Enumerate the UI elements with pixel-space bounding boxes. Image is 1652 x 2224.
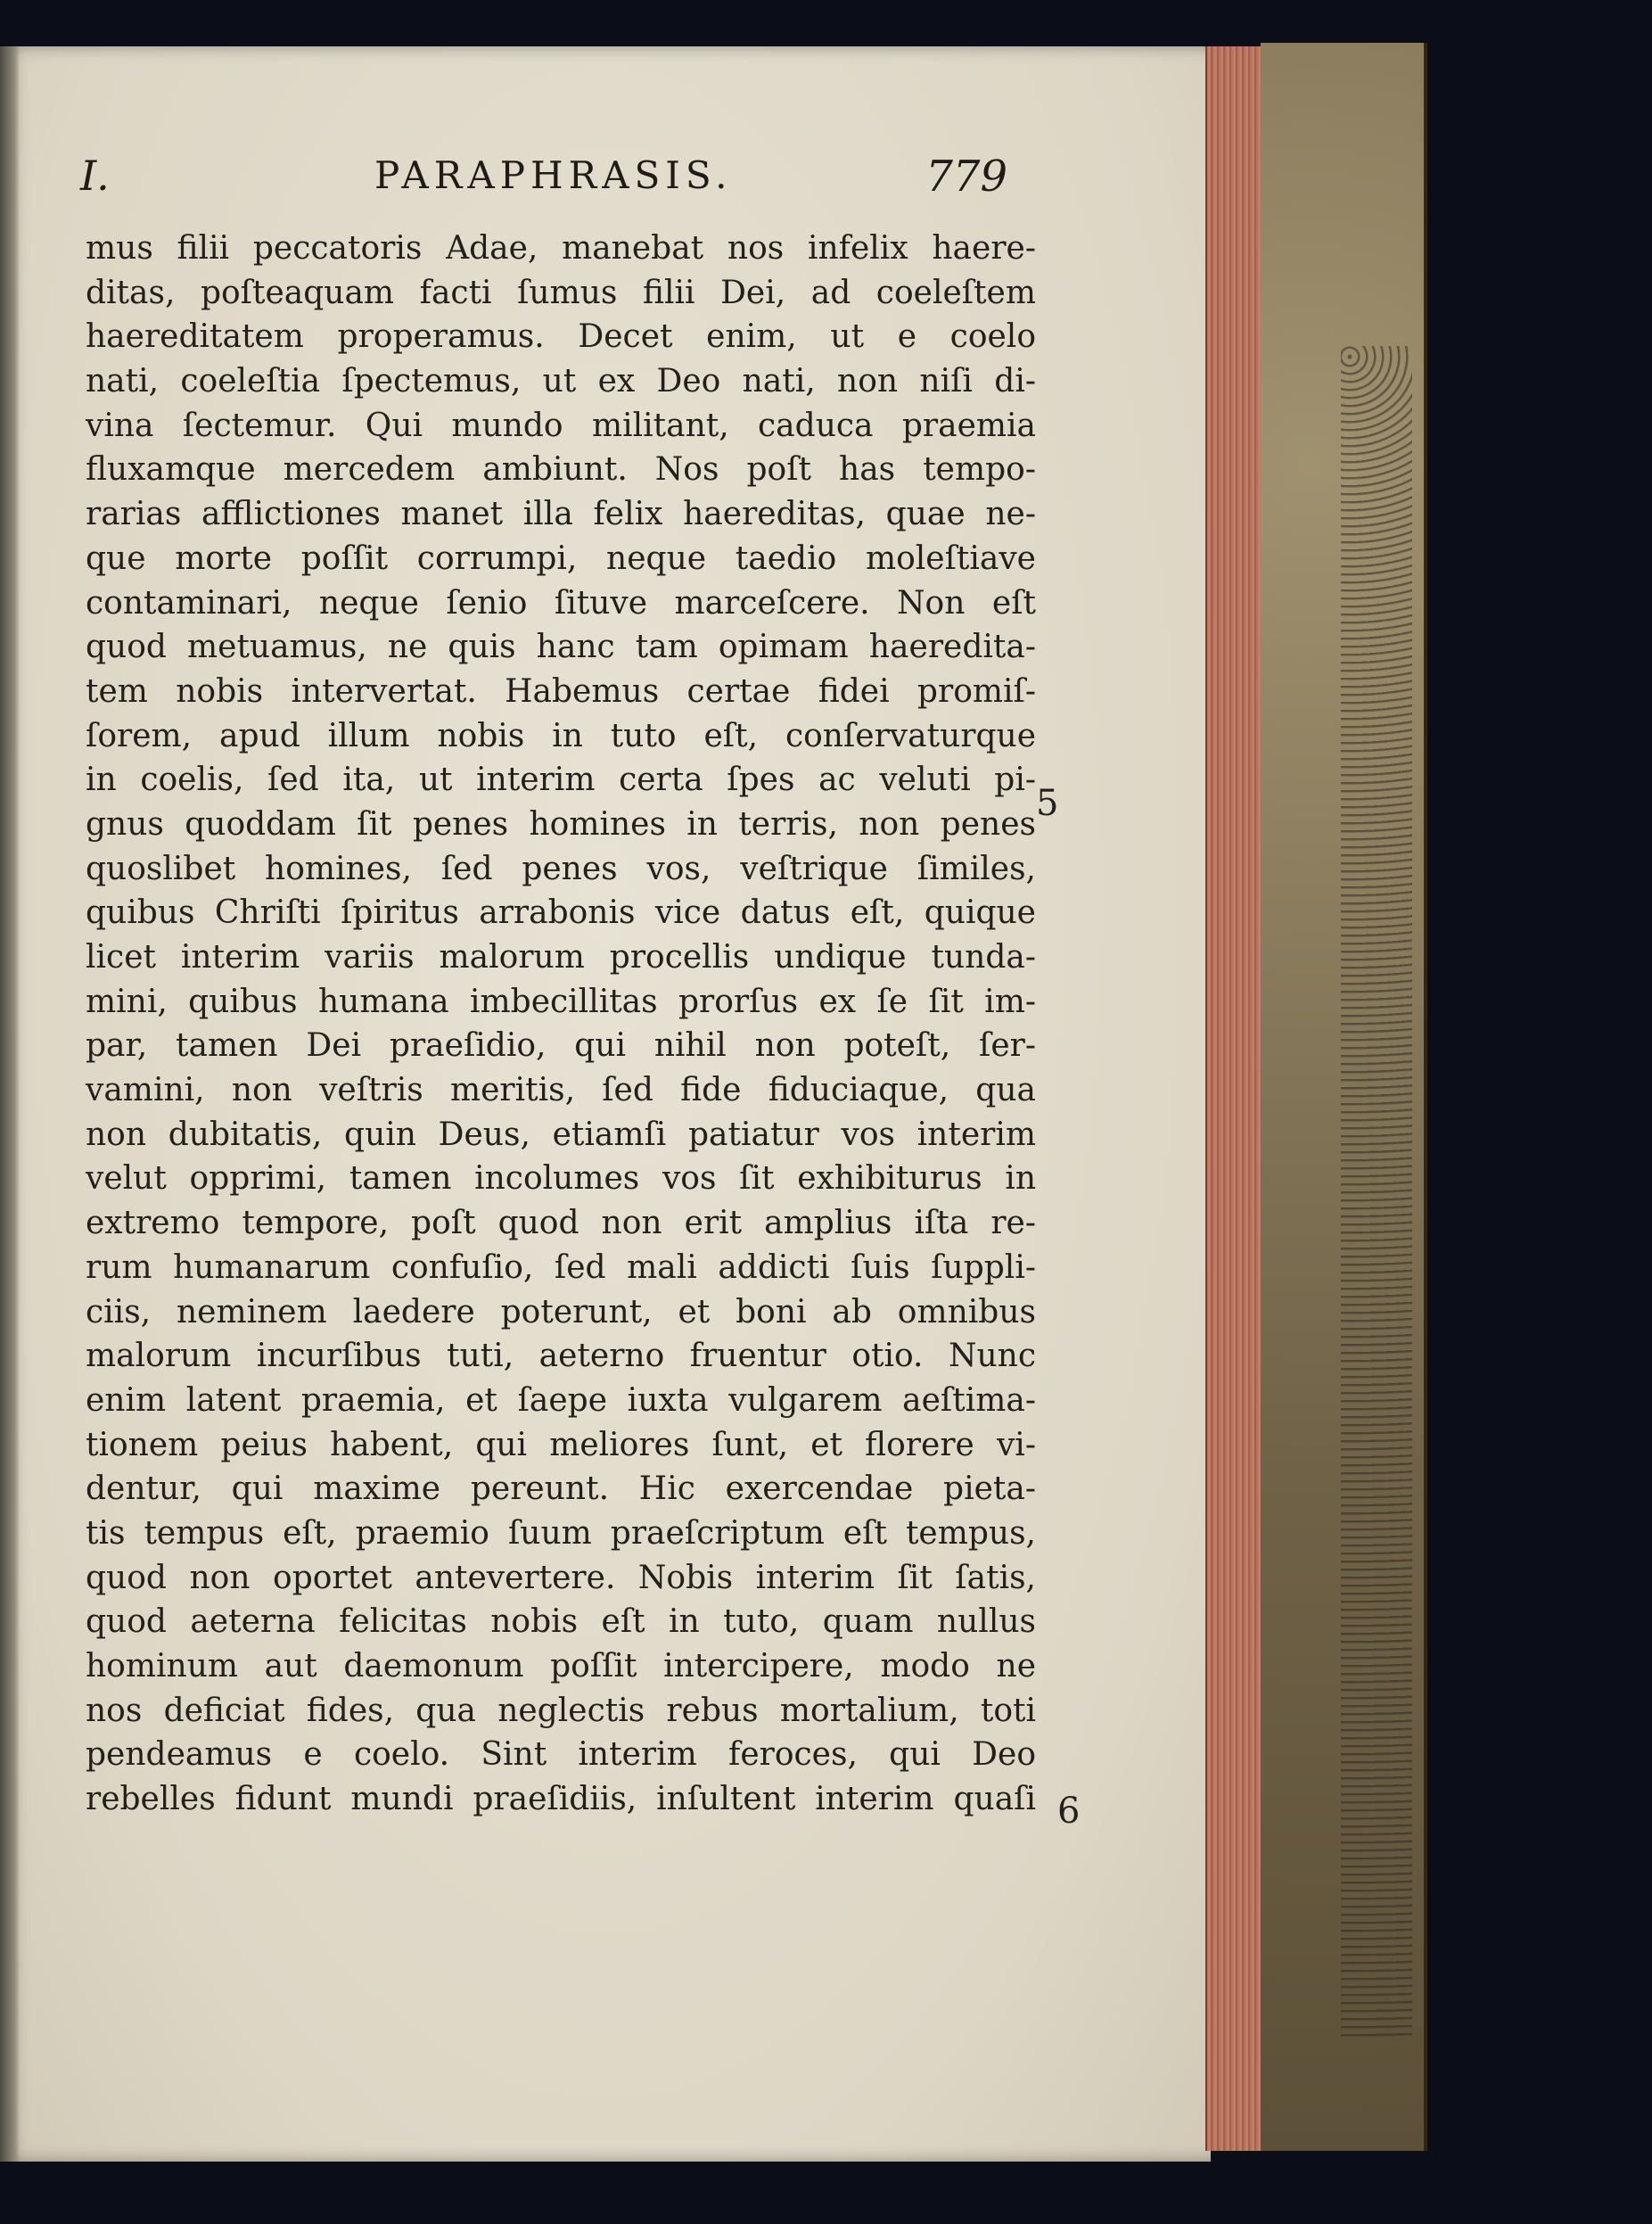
text-line: ſorem, apud illum nobis in tuto eſt, conſervaturque	[86, 717, 1036, 754]
body-text	[86, 227, 1036, 1822]
text-line: mini, quibus humana imbecillitas prorſus ex ſe ſit im-	[86, 983, 1036, 1020]
running-title: PARAPHRASIS.	[374, 153, 733, 197]
text-line: quibus Chriſti ſpiritus arrabonis vice datus eſt, quique	[86, 894, 1036, 932]
text-line: vamini, non veſtris meritis, ſed fide fiduciaque, qua	[86, 1072, 1036, 1109]
text-line: rum humanarum confuſio, ſed mali addicti ſuis ſuppli-	[86, 1248, 1036, 1286]
text-line: dentur, qui maxime pereunt. Hic exercendae pieta-	[86, 1470, 1036, 1508]
text-line: quod metuamus, ne quis hanc tam opimam haeredita-	[86, 629, 1036, 666]
book-cover-board	[1261, 43, 1427, 2151]
text-line: rarias afflictiones manet illa felix haereditas, quae ne-	[86, 496, 1036, 533]
binding-gutter	[0, 46, 20, 2162]
text-line: quod non oportet antevertere. Nobis interim ſit ſatis,	[86, 1559, 1036, 1596]
text-line: velut opprimi, tamen incolumes vos ſit exhibiturus in	[86, 1160, 1036, 1198]
text-line: gnus quoddam ſit penes homines in terris, non penes	[86, 805, 1036, 843]
text-line: hominum aut daemonum poſſit intercipere, modo ne	[86, 1648, 1036, 1684]
text-line: par, tamen Dei praeſidio, qui nihil non poteſt, ſer-	[86, 1027, 1036, 1065]
text-line: quoslibet homines, ſed penes vos, veſtrique ſimiles,	[86, 850, 1036, 887]
text-line: in coelis, ſed ita, ut interim certa ſpes ac veluti pi-	[86, 762, 1036, 799]
text-line: pendeamus e coelo. Sint interim feroces, qui Deo	[86, 1736, 1036, 1774]
text-line: ditas, poſteaquam facti ſumus filii Dei, ad coeleſtem	[86, 274, 1036, 311]
text-line: non dubitatis, quin Deus, etiamſi patiatur vos interim	[86, 1116, 1036, 1153]
page-edges	[1205, 46, 1264, 2151]
text-line: fluxamque mercedem ambiunt. Nos poſt has tempo-	[86, 451, 1036, 489]
text-line: nos deficiat fides, qua neglectis rebus mortalium, toti	[86, 1692, 1036, 1729]
text-line: licet interim variis malorum procellis undique tunda-	[86, 939, 1036, 976]
text-line: rebelles fidunt mundi praeſidiis, inſultent interim quaſi	[86, 1781, 1036, 1818]
page-number: 779	[925, 152, 1007, 202]
text-line: vina ſectemur. Qui mundo militant, caduca praemia	[86, 407, 1036, 444]
margin-verse-number: 6	[1057, 1791, 1081, 1832]
text-line: haereditatem properamus. Decet enim, ut e coelo	[86, 318, 1036, 356]
text-line: que morte poſſit corrumpi, neque taedio moleſtiave	[86, 540, 1036, 577]
text-line: enim latent praemia, et ſaepe iuxta vulgarem aeſtima-	[86, 1381, 1036, 1419]
text-line: tionem peius habent, qui meliores ſunt, et florere vi-	[86, 1426, 1036, 1463]
text-line: tem nobis intervertat. Habemus certae fidei promiſ-	[86, 672, 1036, 710]
running-header	[80, 152, 1007, 214]
text-line: nati, coeleſtia ſpectemus, ut ex Deo nati, non niſi di-	[86, 363, 1036, 400]
text-line: tis tempus eſt, praemio ſuum praeſcriptum eſt tempus,	[86, 1514, 1036, 1552]
text-line: mus filii peccatoris Adae, manebat nos infelix haere-	[86, 230, 1036, 267]
signature-mark: I.	[80, 152, 110, 200]
text-line: extremo tempore, poſt quod non erit amplius iſta re-	[86, 1205, 1036, 1242]
margin-verse-number: 5	[1036, 783, 1059, 824]
text-line: ciis, neminem laedere poterunt, et boni ab omnibus	[86, 1293, 1036, 1330]
text-line: contaminari, neque ſenio ſituve marceſcere. Non eſt	[86, 584, 1036, 622]
text-line: malorum incurſibus tuti, aeterno fruentur otio. Nunc	[86, 1338, 1036, 1375]
text-line: quod aeterna felicitas nobis eſt in tuto, quam nullus	[86, 1603, 1036, 1641]
